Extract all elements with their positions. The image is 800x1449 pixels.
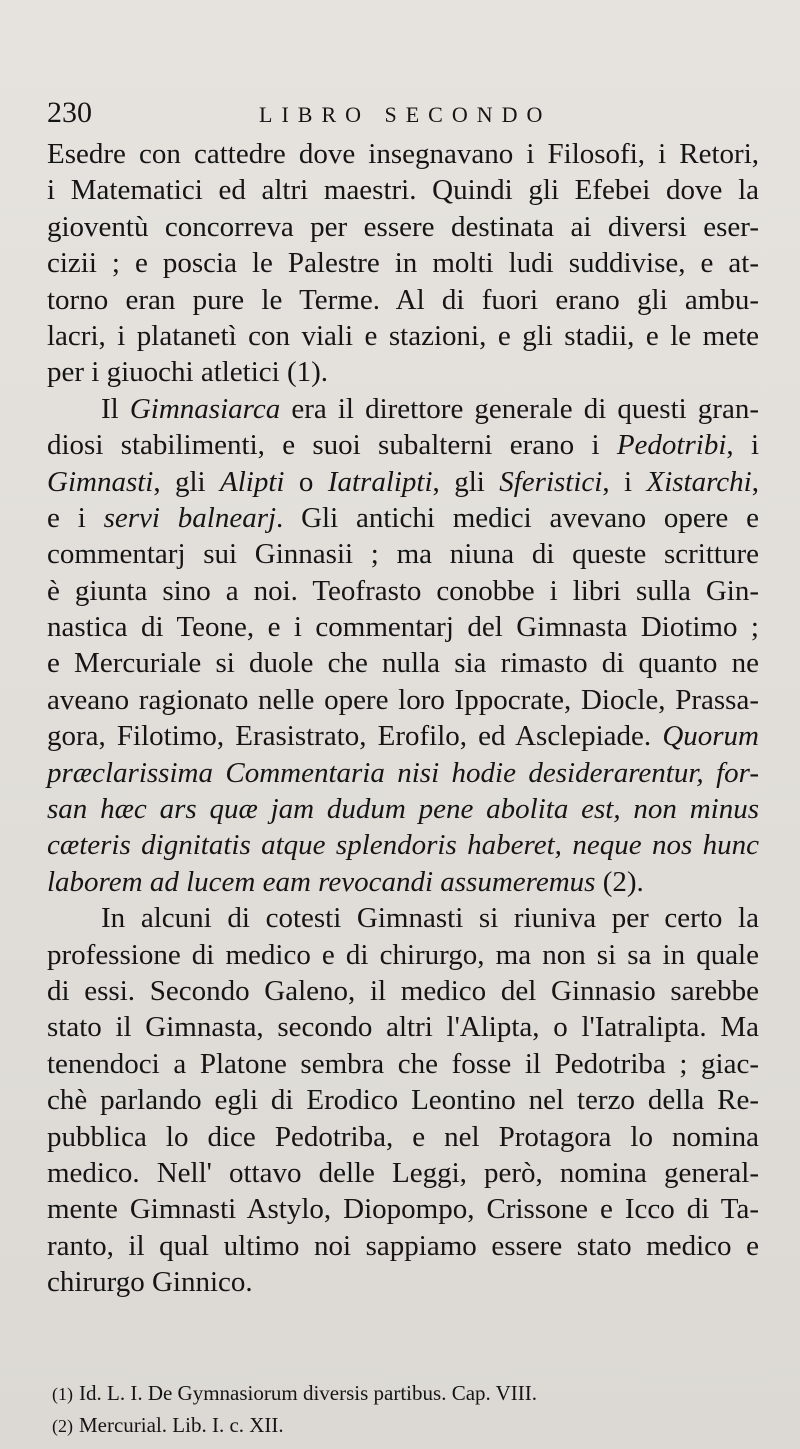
text-line: chè parlando egli di Erodico Leontino nel terzo della Re- (47, 1084, 759, 1117)
italic-term: servi balnearj (103, 501, 277, 534)
text-line: professione di medico e di chirurgo, ma non si sa in quale (47, 938, 759, 971)
footnote-text: Mercurial. Lib. I. c. XII. (79, 1413, 284, 1437)
text-line: gioventù concorreva per essere destinata ai diversi eser- (47, 210, 759, 243)
text-line: tenendoci a Platone sembra che fosse il Pedotriba ; giac- (47, 1047, 759, 1080)
text-line: gora, Filotimo, Erasistrato, Erofilo, ed Asclepiade. Quorum (47, 720, 759, 753)
text-line: per i giuochi atletici (1). (47, 356, 329, 389)
italic-term: Alipti (220, 465, 285, 498)
footnote-text: Id. L. I. De Gymnasiorum diversis partibus. Cap. VIII. (79, 1381, 538, 1405)
paragraph-start-line: Il Gimnasiarca era il direttore generale di questi gran- (101, 392, 759, 425)
footnotes (52, 1378, 752, 1442)
text-line: cizii ; e poscia le Palestre in molti ludi suddivise, e at- (47, 247, 759, 280)
text-line: Gimnasti, gli Alipti o Iatralipti, gli Sferistici, i Xistarchi, (47, 465, 759, 498)
paragraph-start-line: In alcuni di cotesti Gimnasti si riuniva per certo la (101, 902, 759, 935)
text-line: è giunta sino a noi. Teofrasto conobbe i libri sulla Gin- (47, 574, 759, 607)
footnote (52, 1378, 752, 1410)
latin-quote-line: san hæc ars quæ jam dudum pene abolita est, non minus (47, 793, 759, 826)
text-line: i Matematici ed altri maestri. Quindi gli Efebei dove la (47, 174, 759, 207)
latin-quote-line: laborem ad lucem eam revocandi assumeremus (2). (47, 865, 644, 898)
text-line: chirurgo Ginnico. (47, 1266, 253, 1299)
italic-term: Gimnasti (47, 465, 154, 498)
italic-term: Pedotribi (616, 429, 727, 462)
text-line: e i servi balnearj. Gli antichi medici avevano opere e (47, 501, 759, 534)
text-line: nastica di Teone, e i commentarj del Gimnasta Diotimo ; (47, 611, 759, 644)
text-line: diosi stabilimenti, e suoi subalterni erano i Pedotribi, i (47, 429, 759, 462)
text-line: ranto, il qual ultimo noi sappiamo essere stato medico e (47, 1229, 759, 1262)
latin-quote: Quorum (662, 720, 759, 753)
text-line: pubblica lo dice Pedotriba, e nel Protagora lo nomina (47, 1120, 759, 1153)
text-line: aveano ragionato nelle opere loro Ippocrate, Diocle, Prassa- (47, 683, 759, 716)
text-line: di essi. Secondo Galeno, il medico del Ginnasio sarebbe (47, 974, 759, 1007)
text-line: stato il Gimnasta, secondo altri l'Alipta, o l'Iatralipta. Ma (47, 1011, 759, 1044)
text-line: medico. Nell' ottavo delle Leggi, però, nomina general- (47, 1156, 759, 1189)
latin-quote-line: præclarissima Commentaria nisi hodie desiderarentur, for- (47, 756, 759, 789)
italic-term: Iatralipti (327, 465, 433, 498)
text-line: e Mercuriale si duole che nulla sia rimasto di quanto ne (47, 647, 759, 680)
text-line: mente Gimnasti Astylo, Diopompo, Crissone e Icco di Ta- (47, 1193, 759, 1226)
italic-term: Gimnasiarca (129, 392, 281, 425)
footnote-mark: (2) (52, 1416, 73, 1436)
footnote (52, 1410, 752, 1442)
latin-quote-line: cæteris dignitatis atque splendoris haberet, neque nos hunc (47, 829, 759, 862)
italic-term: Sferistici (499, 465, 603, 498)
text-line: commentarj sui Ginnasii ; ma niuna di queste scritture (47, 538, 759, 571)
italic-term: Xistarchi (646, 465, 752, 498)
text-line: Esedre con cattedre dove insegnavano i Filosofi, i Retori, (47, 138, 759, 170)
page-number: 230 (47, 96, 92, 129)
footnote-mark: (1) (52, 1384, 73, 1404)
page-header (47, 96, 767, 136)
text-line: torno eran pure le Terme. Al di fuori erano gli ambu- (47, 283, 759, 316)
body-text (47, 136, 759, 1301)
text-line: lacri, i platanetì con viali e stazioni, e gli stadii, e le mete (47, 319, 759, 352)
running-head: LIBRO SECONDO (259, 102, 552, 127)
